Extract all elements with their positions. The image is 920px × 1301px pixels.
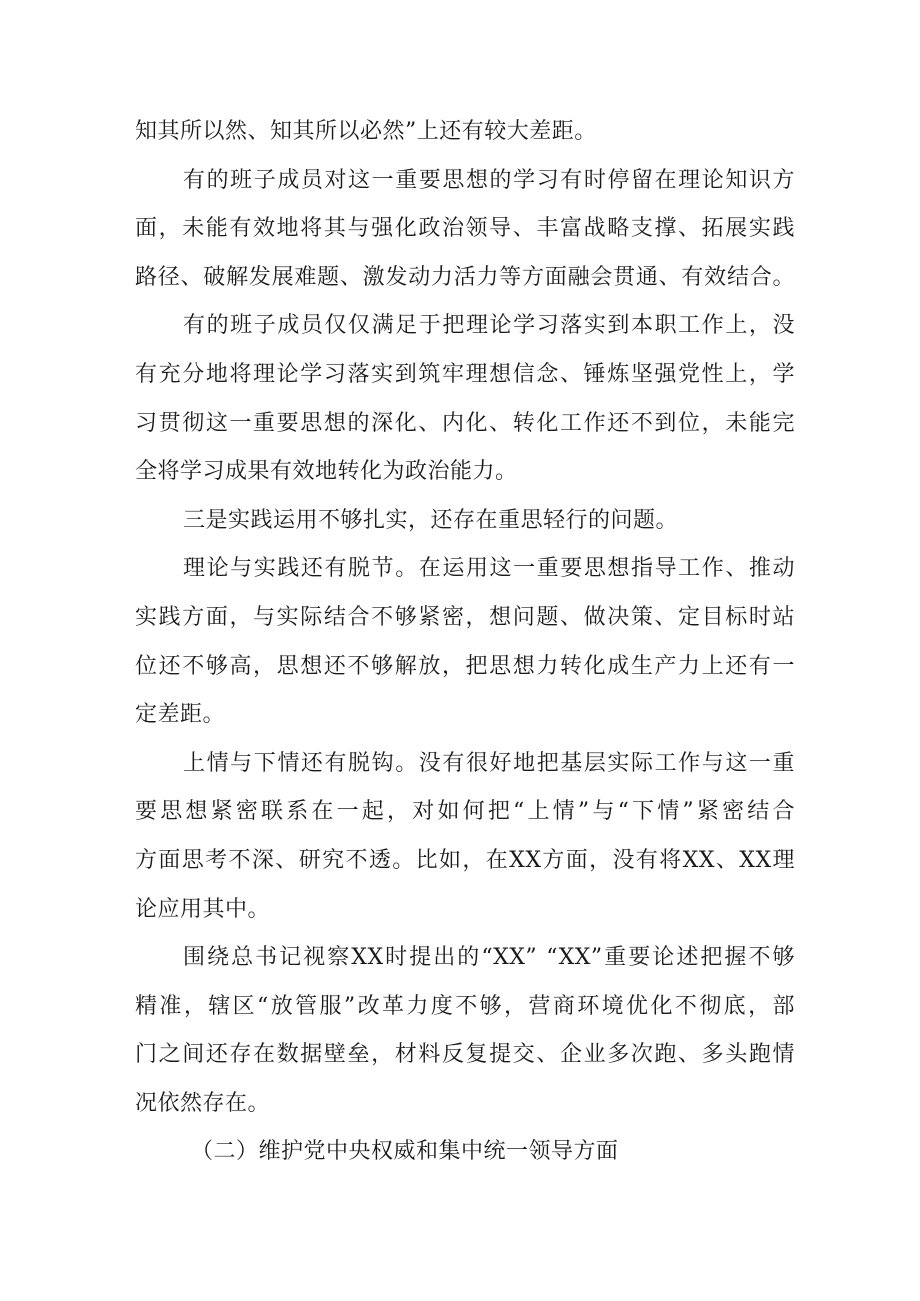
paragraph-line: 方面思考不深、研究不透。比如，在XX方面，没有将XX、XX理 (135, 847, 795, 873)
paragraph-line: 精准，辖区“放管服”改革力度不够，营商环境优化不彻底，部 (135, 993, 795, 1019)
paragraph-line: 论应用其中。 (135, 896, 271, 922)
document-body (135, 108, 795, 1177)
paragraph-line: 有的班子成员仅仅满足于把理论学习落实到本职工作上，没 (183, 313, 795, 339)
paragraph-line: 面，未能有效地将其与强化政治领导、丰富战略支撑、拓展实践 (135, 216, 795, 242)
paragraph-line: 路径、破解发展难题、激发动力活力等方面融会贯通、有效结合。 (135, 264, 795, 290)
paragraph-line: 知其所以然、知其所以必然”上还有较大差距。 (135, 119, 597, 144)
paragraph-line: 理论与实践还有脱节。在运用这一重要思想指导工作、推动 (183, 556, 795, 582)
paragraph-line: 要思想紧密联系在一起，对如何把“上情”与“下情”紧密结合 (135, 799, 795, 825)
paragraph-line: 况依然存在。 (135, 1090, 271, 1116)
paragraph-line: 门之间还存在数据壁垒，材料反复提交、企业多次跑、多头跑情 (135, 1042, 795, 1068)
paragraph-line: 上情与下情还有脱钩。没有很好地把基层实际工作与这一重 (183, 750, 795, 776)
paragraph-line: 有的班子成员对这一重要思想的学习有时停留在理论知识方 (183, 167, 795, 193)
paragraph-line: 习贯彻这一重要思想的深化、内化、转化工作还不到位，未能完 (135, 410, 795, 436)
paragraph-line: 有充分地将理论学习落实到筑牢理想信念、锤炼坚强党性上，学 (135, 361, 795, 387)
paragraph-line: 实践方面，与实际结合不够紧密，想问题、做决策、定目标时站 (135, 604, 795, 630)
paragraph-line: 位还不够高，思想还不够解放，把思想力转化成生产力上还有一 (135, 653, 795, 679)
paragraph-line: 定差距。 (135, 702, 226, 728)
paragraph-line: 围绕总书记视察XX时提出的“XX” “XX”重要论述把握不够 (183, 945, 795, 971)
paragraph-line: 三是实践运用不够扎实，还存在重思轻行的问题。 (183, 507, 679, 533)
section-heading: （二）维护党中央权威和集中统一领导方面 (191, 1139, 619, 1165)
paragraph-line: 全将学习成果有效地转化为政治能力。 (135, 459, 518, 485)
